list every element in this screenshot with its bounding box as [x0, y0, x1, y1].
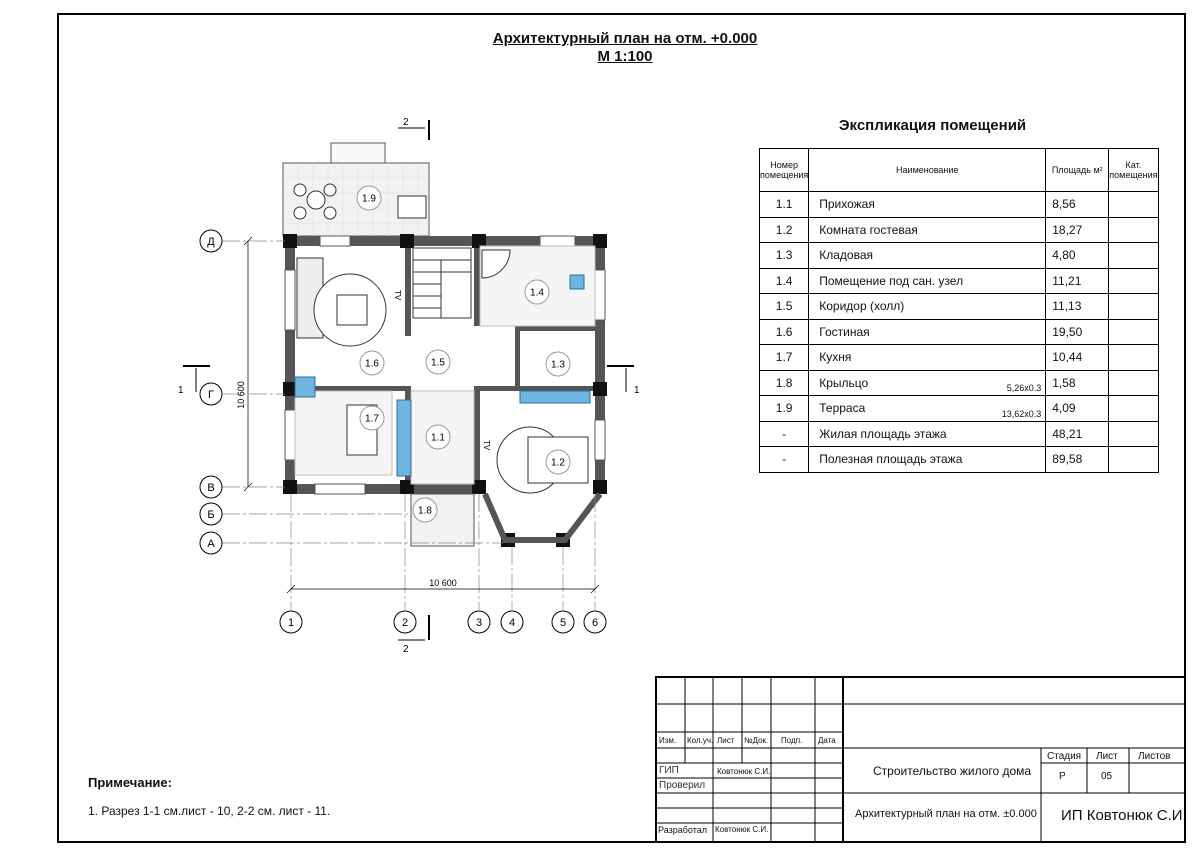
room-dimensions: 5,26х0.3: [1006, 383, 1042, 393]
project-name: Строительство жилого дома: [873, 764, 1032, 778]
staircase: [413, 248, 471, 318]
explication-row: [760, 217, 1159, 243]
room-number: 1.5: [760, 294, 809, 320]
room-area: 4,09: [1046, 396, 1109, 422]
title-block: [655, 676, 1186, 843]
room-tag: 1.4: [530, 287, 544, 299]
room-tag: 1.1: [431, 432, 445, 444]
sheet-number: 05: [1101, 771, 1113, 782]
explication-row: [760, 192, 1159, 218]
axis-row-label: В: [207, 482, 215, 494]
col-izm: Изм.: [659, 736, 677, 745]
explication-title: Экспликация помещений: [838, 117, 1027, 134]
room-area: 11,13: [1046, 294, 1109, 320]
axis-row-label: Д: [207, 236, 215, 248]
room-name: Крыльцо 5,26х0.3: [809, 370, 1046, 396]
explication-table: [759, 148, 1159, 473]
col-ndok: №Док.: [744, 736, 769, 745]
room-tag: 1.3: [551, 359, 565, 371]
room-name: Терраса 13,62х0.3: [809, 396, 1046, 422]
sheet-scale: М 1:100: [597, 48, 653, 65]
room-area: 89,58: [1046, 447, 1109, 473]
room-category: [1109, 243, 1158, 269]
explication-row: [760, 294, 1159, 320]
axis-rows: [200, 230, 222, 554]
room-number: 1.9: [760, 396, 809, 422]
room-number: 1.3: [760, 243, 809, 269]
room-number: 1.6: [760, 319, 809, 345]
room-category: [1109, 421, 1158, 447]
axis-col-label: 1: [287, 617, 295, 629]
axis-row-label: Г: [208, 389, 214, 401]
room-area: 19,50: [1046, 319, 1109, 345]
explication-row: [760, 447, 1159, 473]
room-category: [1109, 370, 1158, 396]
room-category: [1109, 217, 1158, 243]
explication-row: [760, 370, 1159, 396]
room-category: [1109, 192, 1158, 218]
col-kol: Кол.уч.: [687, 736, 714, 745]
tv-label: TV: [393, 290, 402, 301]
section-2-top: 2: [403, 117, 409, 128]
header-number: Номер помещения: [760, 149, 809, 192]
axis-row-label: Б: [207, 509, 215, 521]
room-name: Жилая площадь этажа: [809, 421, 1046, 447]
room-name: Полезная площадь этажа: [809, 447, 1046, 473]
room-tag: 1.2: [551, 457, 565, 469]
section-1-left: 1: [178, 385, 184, 396]
axis-cols: [280, 611, 606, 633]
header-name: Наименование: [809, 149, 1046, 192]
person-dev: Ковтонюк С.И.: [715, 825, 769, 834]
room-category: [1109, 345, 1158, 371]
room-category: [1109, 268, 1158, 294]
room-category: [1109, 319, 1158, 345]
room-tag: 1.5: [431, 357, 445, 369]
room-number: 1.4: [760, 268, 809, 294]
sheet-name: Архитектурный план на отм. ±0.000: [855, 808, 1037, 820]
room-area: 1,58: [1046, 370, 1109, 396]
notes: [88, 775, 330, 818]
explication-row: [760, 319, 1159, 345]
room-area: 8,56: [1046, 192, 1109, 218]
company: ИП Ковтонюк С.И.: [1061, 807, 1187, 824]
axis-col-label: 4: [508, 617, 516, 629]
axis-col-label: 5: [559, 617, 567, 629]
section-1-right: 1: [634, 385, 640, 396]
room-name: Прихожая: [809, 192, 1046, 218]
stage-value: Р: [1059, 771, 1066, 782]
stage-label: Стадия: [1047, 751, 1082, 762]
room-number: -: [760, 447, 809, 473]
explication-row: [760, 421, 1159, 447]
sheet-title: Архитектурный план на отм. +0.000: [492, 30, 758, 47]
room-area: 10,44: [1046, 345, 1109, 371]
dim-horizontal: 10 600: [429, 578, 457, 588]
role-developed: Разработал: [658, 825, 707, 835]
header-area: Площадь м²: [1046, 149, 1109, 192]
axis-row-label: А: [207, 538, 215, 550]
col-list: Лист: [717, 736, 735, 745]
notes-item: 1. Разрез 1-1 см.лист - 10, 2-2 см. лист - 11.: [88, 804, 331, 818]
room-category: [1109, 396, 1158, 422]
room-name: Кладовая: [809, 243, 1046, 269]
room-number: 1.8: [760, 370, 809, 396]
room-dimensions: 13,62х0.3: [1001, 408, 1042, 419]
sheet-label: Лист: [1096, 751, 1118, 762]
role-checked: Проверил: [659, 780, 706, 791]
room-category: [1109, 447, 1158, 473]
room-area: 4,80: [1046, 243, 1109, 269]
room-category: [1109, 294, 1158, 320]
col-podp: Подп.: [781, 736, 803, 745]
sheets-label: Листов: [1138, 751, 1171, 762]
header-category: Кат. помещения: [1109, 149, 1158, 192]
room-tag: 1.6: [365, 358, 379, 370]
role-gip: ГИП: [659, 765, 679, 776]
axis-col-label: 6: [591, 617, 599, 629]
tv-label-guest: TV: [482, 440, 491, 451]
col-data: Дата: [818, 736, 836, 745]
axis-col-label: 2: [401, 617, 409, 629]
explication-row: [760, 396, 1159, 422]
axis-col-label: 3: [475, 617, 483, 629]
room-number: -: [760, 421, 809, 447]
room-name: Комната гостевая: [809, 217, 1046, 243]
room-name: Кухня: [809, 345, 1046, 371]
explication-row: [760, 243, 1159, 269]
terrace: [283, 143, 429, 236]
room-area: 11,21: [1046, 268, 1109, 294]
room-tag: 1.9: [362, 193, 376, 205]
room-tag: 1.8: [418, 505, 432, 517]
explication-row: [760, 268, 1159, 294]
notes-heading: Примечание:: [88, 775, 172, 790]
room-number: 1.7: [760, 345, 809, 371]
room-name: Гостиная: [809, 319, 1046, 345]
room-area: 18,27: [1046, 217, 1109, 243]
room-name: Помещение под сан. узел: [809, 268, 1046, 294]
room-area: 48,21: [1046, 421, 1109, 447]
room-tag: 1.7: [365, 413, 379, 425]
dim-vertical: 10 600: [236, 381, 246, 409]
person-gip: Ковтонюк С.И.: [717, 767, 771, 776]
room-number: 1.2: [760, 217, 809, 243]
explication-row: [760, 345, 1159, 371]
room-name: Коридор (холл): [809, 294, 1046, 320]
section-2-bottom: 2: [403, 644, 409, 655]
room-number: 1.1: [760, 192, 809, 218]
